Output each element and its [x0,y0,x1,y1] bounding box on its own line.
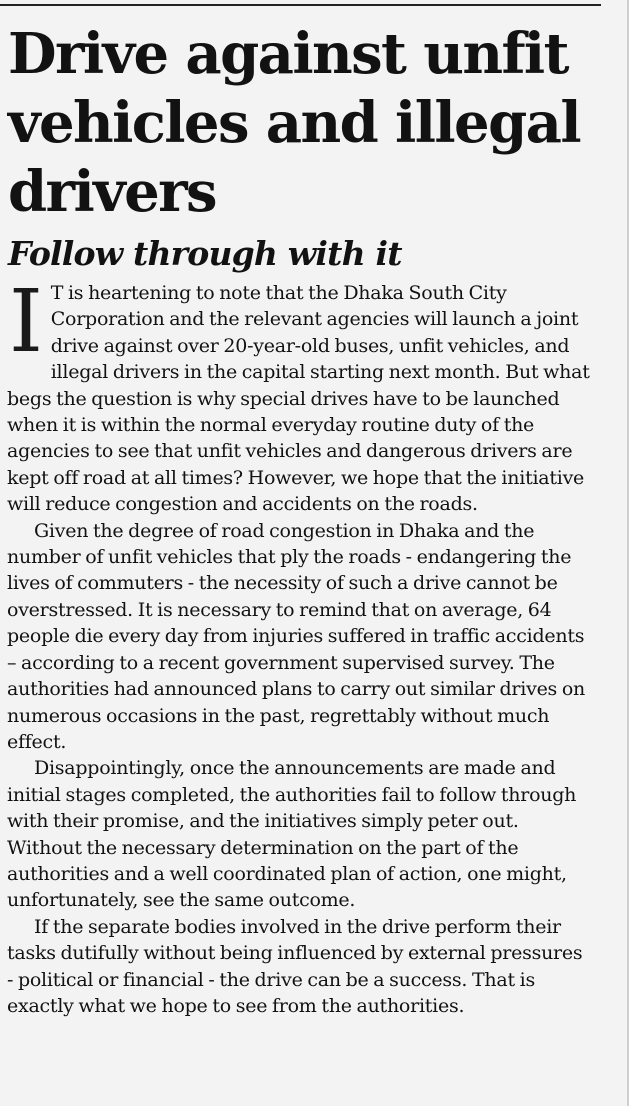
paragraph-3: Disappointingly, once the announcements are made and initial stages completed, the authorities fail to follow through with their promise, and the initiatives simply peter out. Without the necessary determination on the part of the authorities and a well coordinated plan of action, one might, unfortunately, see the same outcome. [7,757,577,912]
paragraph-2: Given the degree of road congestion in Dhaka and the number of unfit vehicles that ply the roads - endangering the lives of commuters - the necessity of such a drive cannot be overstressed. It is necessary to remind that on average, 64 people die every day from injuries suffered in traffic accidents – according to a recent government supervised survey. The authorities had announced plans to carry out similar drives on numerous occasions in the past, regrettably without much effect. [7,519,586,753]
article-body [7,272,592,1019]
top-rule [0,4,601,6]
paragraph-4: If the separate bodies involved in the drive perform their tasks dutifully without being influenced by external pressures - political or financial - the drive can be a success. That is exactly what we hope to see from the authorities. [7,915,583,1017]
subhead: Follow through with it [8,234,402,273]
paragraph-1 [7,272,592,518]
headline: Drive against unfit vehicles and illegal drivers [8,21,580,225]
paragraph-1-text: T is heartening to note that the Dhaka South City Corporation and the relevant agencies will launch a joint drive against over 20-year-old buses, unfit vehicles, and illegal drivers in the capital starting next month. But what begs the question is why special drives have to be launched when it is within the normal everyday routine duty of the agencies to see that unfit vehicles and dangerous drivers are kept off road at all times? However, we hope that the initiative will reduce congestion and accidents on the roads. [7,282,590,516]
drop-cap: I [9,272,43,372]
